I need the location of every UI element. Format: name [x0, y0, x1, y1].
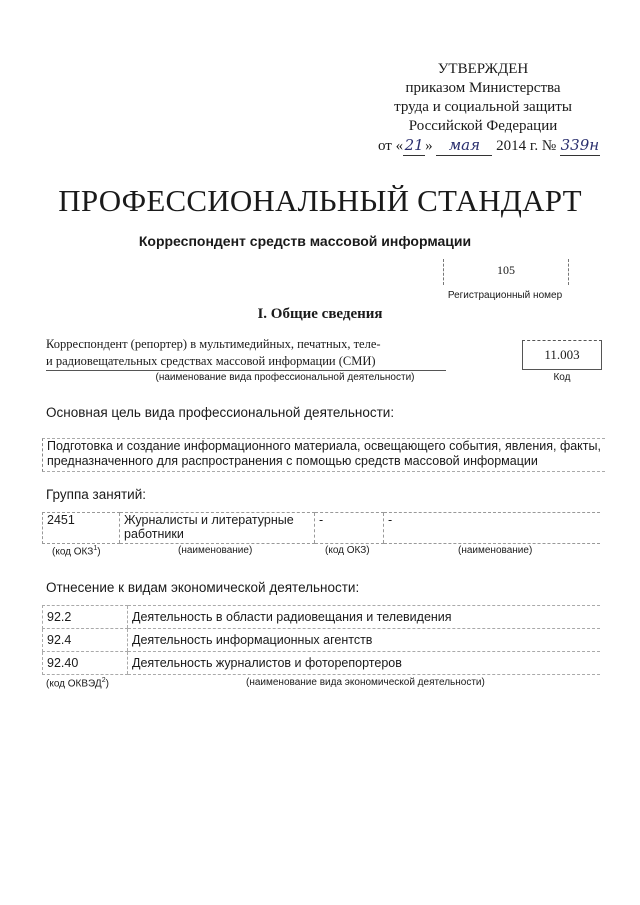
activity-name — [46, 336, 446, 371]
document-title: ПРОФЕССИОНАЛЬНЫЙ СТАНДАРТ — [58, 183, 582, 218]
okz-code-caption: (код ОКЗ$^1$) — [52, 545, 101, 558]
registration-number: 105 — [497, 263, 515, 277]
okz-code-caption-2: (код ОКЗ) — [325, 545, 370, 556]
okved-code: 92.4 — [43, 629, 128, 652]
occupation-name-2: - — [384, 513, 601, 544]
okved-name: Деятельность журналистов и фоторепортеров — [128, 652, 601, 675]
registration-number-label: Регистрационный номер — [447, 290, 563, 301]
okved-name: Деятельность информационных агентств — [128, 629, 601, 652]
document-subtitle: Корреспондент средств массовой информации — [138, 233, 472, 249]
approval-title: УТВЕРЖДЕН — [437, 61, 529, 77]
approval-year: 2014 г. № — [496, 138, 557, 154]
goal-line1: Подготовка и создание информационного материала, освещающего события, явления, факты, — [47, 439, 601, 453]
activity-code: 11.003 — [544, 347, 580, 362]
activity-name-line2: и радиовещательных средствах массовой информации (СМИ) — [46, 354, 376, 368]
activity-name-caption: (наименование вида профессиональной деятельности) — [155, 372, 415, 383]
activity-code-box — [522, 340, 602, 370]
okz-name-caption: (наименование) — [178, 545, 253, 556]
economic-heading: Отнесение к видам экономической деятельности: — [46, 580, 360, 595]
goal-line2: предназначенного для распространения с помощью средств массовой информации — [47, 454, 538, 468]
occupation-code-2: - — [315, 513, 384, 544]
okved-code: 92.40 — [43, 652, 128, 675]
approval-stamp — [378, 60, 600, 156]
approval-date-line: от «21» мая 2014 г. № 339н — [378, 136, 600, 154]
goal-box — [42, 438, 605, 472]
okved-code-caption: (код ОКВЭД$^2$) — [46, 677, 109, 690]
registration-number-box — [443, 259, 569, 285]
okved-name-caption: (наименование вида экономической деятельности) — [246, 677, 485, 688]
table-row — [43, 652, 601, 675]
occupation-code: 2451 — [43, 513, 120, 544]
approval-order-line: приказом Министерства — [405, 80, 561, 96]
activity-code-caption: Код — [553, 372, 571, 383]
section-title: I. Общие сведения — [257, 306, 383, 322]
approval-number: 339н — [560, 136, 600, 154]
okved-code: 92.2 — [43, 606, 128, 629]
goal-heading: Основная цель вида профессиональной деятельности: — [46, 405, 395, 420]
table-row — [43, 606, 601, 629]
occupation-heading: Группа занятий: — [46, 487, 147, 502]
approval-month: мая — [436, 136, 492, 156]
okz-name-caption-2: (наименование) — [458, 545, 533, 556]
table-row — [43, 513, 601, 544]
approval-ministry-line: труда и социальной защиты — [394, 99, 572, 115]
approval-day: 21 — [404, 136, 424, 154]
activity-name-line1: Корреспондент (репортер) в мультимедийных, печатных, теле- — [46, 337, 381, 351]
occupation-table — [42, 512, 600, 544]
occupation-name: Журналисты и литературные работники — [120, 513, 315, 544]
economic-table — [42, 605, 600, 675]
okved-name: Деятельность в области радиовещания и телевидения — [128, 606, 601, 629]
approval-country-line: Российской Федерации — [408, 118, 558, 134]
table-row — [43, 629, 601, 652]
